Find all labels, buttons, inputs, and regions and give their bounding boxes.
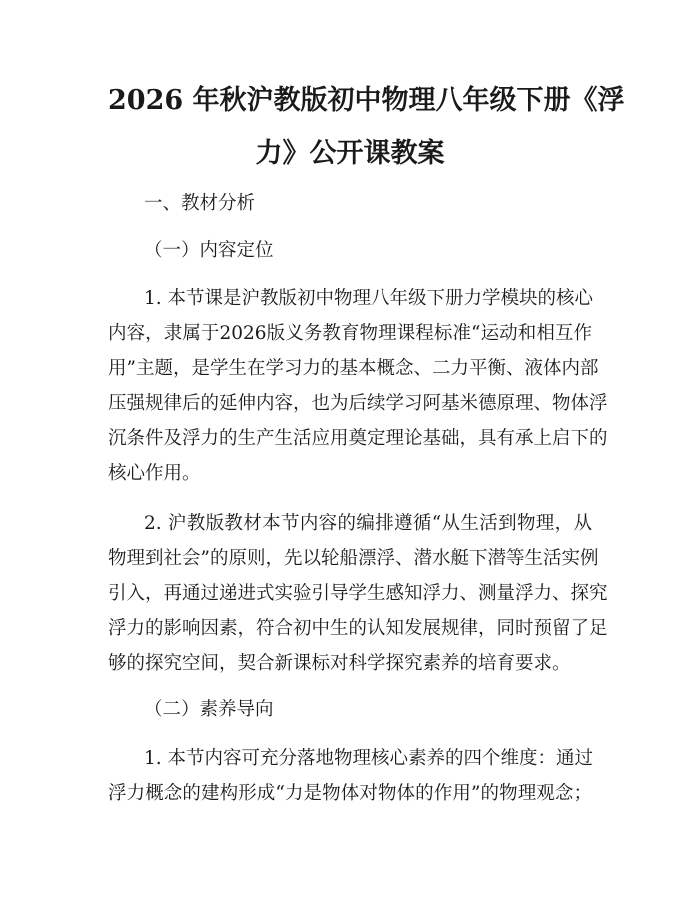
- document-title-line-2: 力》公开课教案: [255, 138, 445, 169]
- paragraph-line: 核心作用。: [108, 463, 201, 484]
- document-title-line-1: 2026 年秋沪教版初中物理八年级下册《浮: [108, 85, 625, 116]
- paragraph-literacy-orientation-1: [108, 741, 592, 811]
- paragraph-line: 1. 本节内容可充分落地物理核心素养的四个维度：通过: [144, 748, 594, 769]
- section-heading-textbook-analysis: 一、教材分析: [144, 193, 256, 214]
- paragraph-line: 物理到社会”的原则，先以轮船漂浮、潜水艇下潜等生活实例: [108, 548, 599, 569]
- paragraph-line: 内容，隶属于2026版义务教育物理课程标准“运动和相互作: [108, 323, 592, 344]
- paragraph-line: 沉条件及浮力的生产生活应用奠定理论基础，具有承上启下的: [108, 428, 608, 449]
- paragraph-line: 压强规律后的延伸内容，也为后续学习阿基米德原理、物体浮: [108, 393, 608, 414]
- subsection-heading-content-positioning: （一）内容定位: [144, 240, 274, 261]
- paragraph-line: 浮力的影响因素，符合初中生的认知发展规律，同时预留了足: [108, 618, 608, 639]
- paragraph-content-positioning-2: [108, 506, 608, 681]
- paragraph-line: 用”主题，是学生在学习力的基本概念、二力平衡、液体内部: [108, 358, 599, 379]
- paragraph-line: 够的探究空间，契合新课标对科学探究素养的培育要求。: [108, 653, 571, 674]
- paragraph-line: 浮力概念的建构形成“力是物体对物体的作用”的物理观念；: [108, 783, 592, 804]
- paragraph-line: 引入，再通过递进式实验引导学生感知浮力、测量浮力、探究: [108, 583, 608, 604]
- subsection-heading-literacy-orientation: （二）素养导向: [144, 699, 274, 720]
- paragraph-line: 1. 本节课是沪教版初中物理八年级下册力学模块的核心: [144, 288, 594, 309]
- paragraph-line: 2. 沪教版教材本节内容的编排遵循“从生活到物理，从: [144, 513, 592, 534]
- paragraph-content-positioning-1: [108, 281, 608, 491]
